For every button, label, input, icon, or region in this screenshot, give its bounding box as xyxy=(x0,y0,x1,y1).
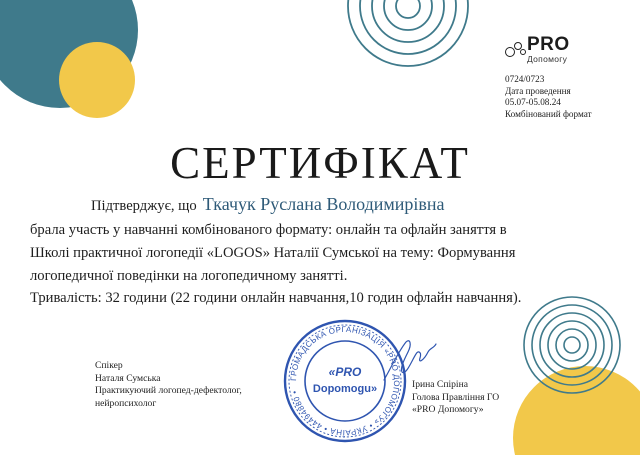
head-block xyxy=(412,379,499,417)
logo-sub-text: Допомогу xyxy=(527,54,568,64)
event-dates: 05.07-05.08.24 xyxy=(505,97,561,107)
logo-main-text: PRO xyxy=(527,34,570,55)
yellow-circle-bottom-right xyxy=(513,366,640,455)
speaker-role: Спікер xyxy=(95,360,123,371)
event-date-label: Дата проведення xyxy=(505,85,571,96)
certificate-title: СЕРТИФІКАТ xyxy=(170,138,470,188)
event-format: Комбінований формат xyxy=(505,108,592,119)
speaker-block xyxy=(95,360,242,410)
head-role: Голова Правління ГО xyxy=(412,391,500,403)
body-line-3: логопедичної поведінки на логопедичному занятті. xyxy=(30,268,348,284)
body-line-2: Школі практичної логопедії «LOGOS» Наталії Сумської на тему: Формування xyxy=(30,245,516,261)
body-line-1: брала участь у навчанні комбінованого формату: онлайн та офлайн заняття в xyxy=(30,222,507,238)
head-name: Ірина Спіріна xyxy=(412,379,468,390)
yellow-circle-top-left xyxy=(59,42,135,118)
speaker-title-1: Практикуючий логопед-дефектолог, xyxy=(95,385,242,396)
stamp-outer-text: ГРОМАДСЬКА ОРГАНІЗАЦІЯ «PRO ДОПОМОГУ» • УКРАЇНА • 44494880 • xyxy=(288,324,402,438)
stamp-center-bottom: Dopomogu» xyxy=(312,383,378,395)
certificate-number: 0724/0723 xyxy=(505,74,545,84)
event-info xyxy=(505,74,592,120)
logo-circles-icon xyxy=(505,40,527,58)
speaker-name: Наталя Сумська xyxy=(95,372,161,384)
stamp-center-top: «PRO xyxy=(328,365,362,379)
duration-line: Тривалість: 32 години (22 години онлайн навчання,10 годин офлайн навчання). xyxy=(30,290,522,306)
confirm-line xyxy=(91,194,445,215)
confirm-text: Підтверджує, що xyxy=(91,198,197,214)
concentric-rings-top-right xyxy=(348,0,468,66)
recipient-name: Ткачук Руслана Володимирівна xyxy=(202,194,445,214)
speaker-title-2: нейропсихолог xyxy=(95,397,157,409)
head-org: «PRO Допомогу» xyxy=(412,404,484,415)
pro-dopomogu-logo xyxy=(505,35,570,64)
